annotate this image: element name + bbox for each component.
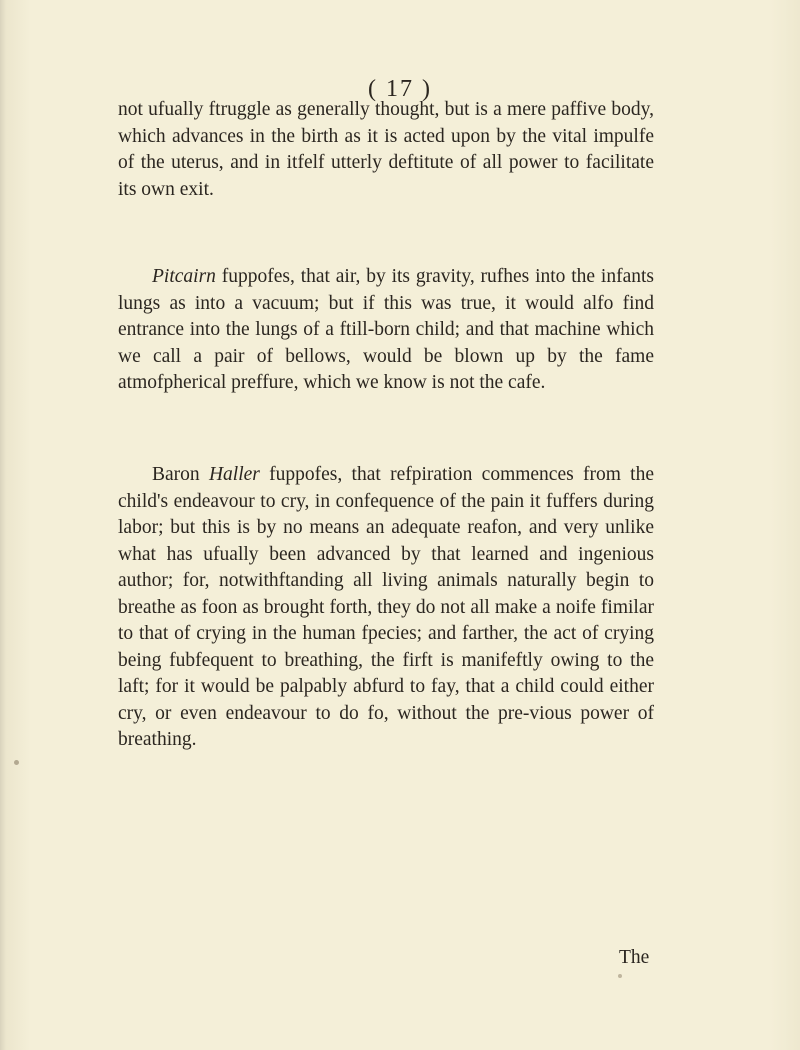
page-number: ( 17 ) — [368, 76, 432, 102]
author-name-pitcairn: Pitcairn — [152, 266, 216, 287]
paragraph-haller — [118, 462, 654, 754]
paragraph-continuation: not ufually ftruggle as generally thought, but is a mere paffive body, which advances in the birth as it is acted upon by the vital impulfe of the uterus, and in itfelf utterly deftitute of all power to facilitate its own exit. — [118, 99, 654, 200]
ink-speck — [618, 974, 622, 978]
ink-speck — [14, 760, 19, 765]
paragraph-haller-text: fuppofes, that refpiration commences from the child's endeavour to cry, in confequence of the pain it fuffers during labor; but this is by no means an adequate reafon, and very unlike what has ufually been advanced by that learned and ingenious author; for, notwithftanding all living animals naturally begin to breathe as foon as brought forth, they do not all make a noife fimilar to that of crying in the human fpecies; and farther, the act of crying being fubfequent to breathing, the firft is manifeftly owing to the laft; for it would be palpably abfurd to fay, that a child could either cry, or even endeavour to do fo, without the pre-vious power of breathing. — [118, 464, 655, 750]
paragraph-haller-title: Baron — [152, 464, 209, 485]
paragraph-pitcairn-text: fuppofes, that air, by its gravity, rufhes into the infants lungs as into a vacuum; but if this was true, it would alfo find entrance into the lungs of a ftill-born child; and that machine which we call a pair of bellows, would be blown up by the fame atmofpherical preffure, which we know is not the cafe. — [118, 266, 654, 393]
author-name-haller: Haller — [208, 464, 260, 485]
paragraph-pitcairn — [118, 264, 654, 397]
catchword: The — [619, 947, 650, 968]
